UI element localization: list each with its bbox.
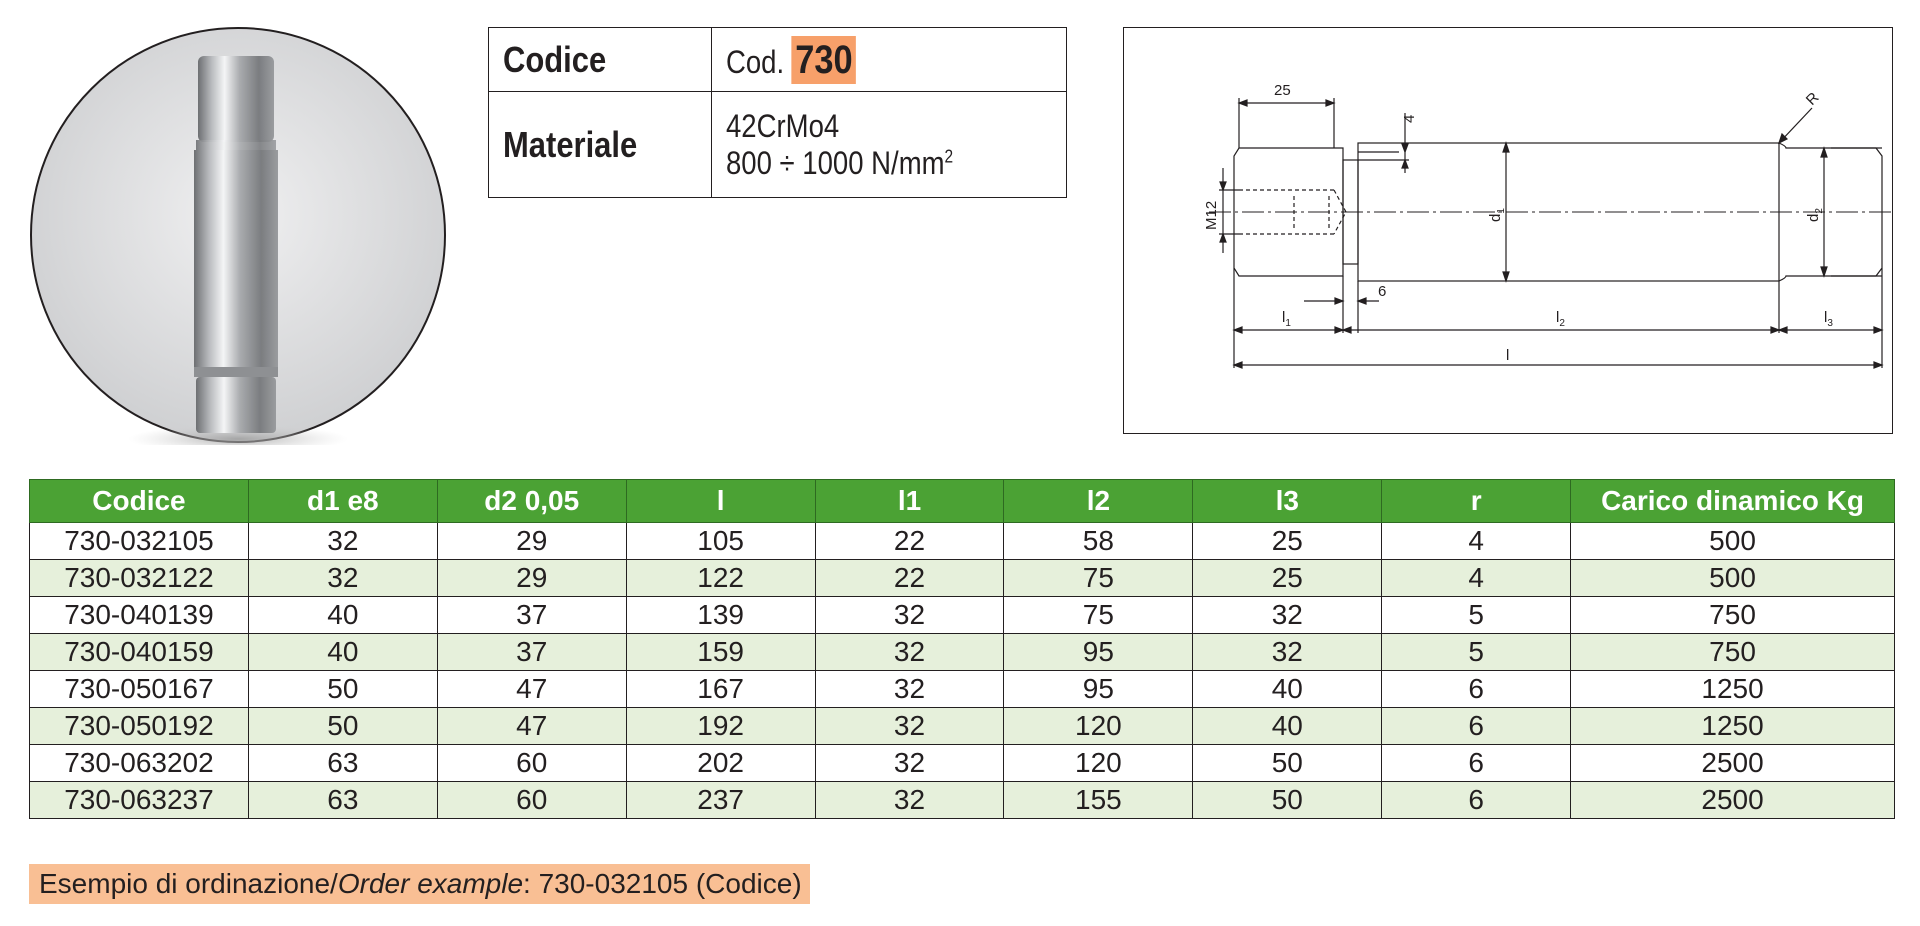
order-example bbox=[29, 864, 810, 904]
code-highlight: 730 bbox=[792, 36, 856, 84]
table-cell: 32 bbox=[815, 745, 1004, 782]
table-cell: 29 bbox=[437, 523, 626, 560]
table-cell: 139 bbox=[626, 597, 815, 634]
table-cell: 32 bbox=[248, 560, 437, 597]
table-cell: 237 bbox=[626, 782, 815, 819]
table-cell: 37 bbox=[437, 634, 626, 671]
table-cell: 60 bbox=[437, 745, 626, 782]
table-cell: 122 bbox=[626, 560, 815, 597]
column-header: r bbox=[1382, 480, 1571, 523]
materiale-value bbox=[712, 92, 1067, 198]
table-cell: 95 bbox=[1004, 634, 1193, 671]
table-cell: 120 bbox=[1004, 745, 1193, 782]
table-cell: 60 bbox=[437, 782, 626, 819]
table-cell: 6 bbox=[1382, 671, 1571, 708]
table-cell: 4 bbox=[1382, 523, 1571, 560]
dim-25-label: 25 bbox=[1274, 82, 1291, 99]
table-cell: 6 bbox=[1382, 708, 1571, 745]
table-cell: 1250 bbox=[1571, 708, 1895, 745]
table-cell: 40 bbox=[1193, 671, 1382, 708]
table-cell: 730-032122 bbox=[30, 560, 249, 597]
column-header: l1 bbox=[815, 480, 1004, 523]
column-header: d2 0,05 bbox=[437, 480, 626, 523]
product-photo bbox=[28, 25, 448, 445]
table-cell: 155 bbox=[1004, 782, 1193, 819]
table-cell: 6 bbox=[1382, 745, 1571, 782]
table-cell: 5 bbox=[1382, 634, 1571, 671]
table-cell: 32 bbox=[815, 708, 1004, 745]
dim-6-label: 6 bbox=[1378, 283, 1387, 300]
table-row bbox=[30, 597, 1895, 634]
table-cell: 63 bbox=[248, 745, 437, 782]
table-cell: 75 bbox=[1004, 597, 1193, 634]
table-cell: 37 bbox=[437, 597, 626, 634]
codice-value: Cod. 730 bbox=[712, 28, 1067, 92]
column-header: l2 bbox=[1004, 480, 1193, 523]
table-cell: 25 bbox=[1193, 523, 1382, 560]
table-row bbox=[30, 634, 1895, 671]
table-cell: 730-040139 bbox=[30, 597, 249, 634]
dim-r-label: R bbox=[1802, 89, 1823, 109]
table-cell: 6 bbox=[1382, 782, 1571, 819]
table-cell: 58 bbox=[1004, 523, 1193, 560]
order-example-suffix: : 730-032105 (Codice) bbox=[523, 868, 802, 899]
table-cell: 32 bbox=[1193, 634, 1382, 671]
table-cell: 2500 bbox=[1571, 745, 1895, 782]
table-cell: 40 bbox=[1193, 708, 1382, 745]
dim-d1-label: $d_1$ bbox=[1487, 208, 1507, 222]
order-example-prefix: Esempio di ordinazione/ bbox=[39, 868, 338, 899]
table-cell: 730-050167 bbox=[30, 671, 249, 708]
table-cell: 120 bbox=[1004, 708, 1193, 745]
table-row bbox=[30, 671, 1895, 708]
table-cell: 40 bbox=[248, 634, 437, 671]
table-row bbox=[30, 782, 1895, 819]
dim-4-label: 4 bbox=[1401, 114, 1418, 123]
table-cell: 730-032105 bbox=[30, 523, 249, 560]
table-cell: 95 bbox=[1004, 671, 1193, 708]
table-cell: 5 bbox=[1382, 597, 1571, 634]
table-header-row bbox=[30, 480, 1895, 523]
table-cell: 50 bbox=[1193, 745, 1382, 782]
table-cell: 750 bbox=[1571, 597, 1895, 634]
spec-table bbox=[29, 479, 1895, 819]
column-header: Carico dinamico Kg bbox=[1571, 480, 1895, 523]
table-cell: 75 bbox=[1004, 560, 1193, 597]
table-cell: 47 bbox=[437, 671, 626, 708]
table-cell: 730-040159 bbox=[30, 634, 249, 671]
table-cell: 1250 bbox=[1571, 671, 1895, 708]
table-cell: 29 bbox=[437, 560, 626, 597]
table-row bbox=[30, 708, 1895, 745]
dim-l1-label: $l_1$ bbox=[1282, 309, 1291, 329]
table-cell: 730-063237 bbox=[30, 782, 249, 819]
table-cell: 50 bbox=[248, 708, 437, 745]
order-example-italic: Order example bbox=[337, 868, 524, 899]
table-cell: 202 bbox=[626, 745, 815, 782]
table-cell: 4 bbox=[1382, 560, 1571, 597]
table-cell: 47 bbox=[437, 708, 626, 745]
column-header: l3 bbox=[1193, 480, 1382, 523]
table-cell: 22 bbox=[815, 560, 1004, 597]
dim-l-label: l bbox=[1506, 347, 1510, 364]
table-cell: 25 bbox=[1193, 560, 1382, 597]
table-cell: 730-050192 bbox=[30, 708, 249, 745]
materiale-label: Materiale bbox=[489, 92, 712, 198]
table-cell: 192 bbox=[626, 708, 815, 745]
table-cell: 2500 bbox=[1571, 782, 1895, 819]
table-cell: 50 bbox=[248, 671, 437, 708]
dim-m12-label: M12 bbox=[1203, 200, 1220, 230]
table-cell: 750 bbox=[1571, 634, 1895, 671]
dim-l2-label: $l_2$ bbox=[1556, 309, 1565, 329]
table-cell: 32 bbox=[815, 597, 1004, 634]
materiale-grade: 42CrMo4 bbox=[726, 107, 840, 144]
table-cell: 32 bbox=[815, 671, 1004, 708]
codice-label: Codice bbox=[489, 28, 712, 92]
table-cell: 40 bbox=[248, 597, 437, 634]
table-row bbox=[30, 523, 1895, 560]
table-cell: 22 bbox=[815, 523, 1004, 560]
table-cell: 500 bbox=[1571, 560, 1895, 597]
column-header: Codice bbox=[30, 480, 249, 523]
technical-drawing bbox=[1123, 27, 1893, 434]
table-row bbox=[30, 560, 1895, 597]
table-cell: 32 bbox=[248, 523, 437, 560]
table-cell: 63 bbox=[248, 782, 437, 819]
table-cell: 32 bbox=[1193, 597, 1382, 634]
product-info-table bbox=[488, 27, 1067, 198]
table-cell: 50 bbox=[1193, 782, 1382, 819]
table-cell: 159 bbox=[626, 634, 815, 671]
column-header: l bbox=[626, 480, 815, 523]
table-cell: 105 bbox=[626, 523, 815, 560]
dim-l3-label: $l_3$ bbox=[1824, 309, 1833, 329]
table-cell: 32 bbox=[815, 634, 1004, 671]
table-cell: 500 bbox=[1571, 523, 1895, 560]
dim-d2-label: $d_2$ bbox=[1805, 208, 1825, 222]
table-cell: 167 bbox=[626, 671, 815, 708]
table-cell: 32 bbox=[815, 782, 1004, 819]
column-header: d1 e8 bbox=[248, 480, 437, 523]
table-row bbox=[30, 745, 1895, 782]
table-cell: 730-063202 bbox=[30, 745, 249, 782]
materiale-strength: 800 ÷ 1000 $N/mm^2$ bbox=[726, 144, 954, 181]
